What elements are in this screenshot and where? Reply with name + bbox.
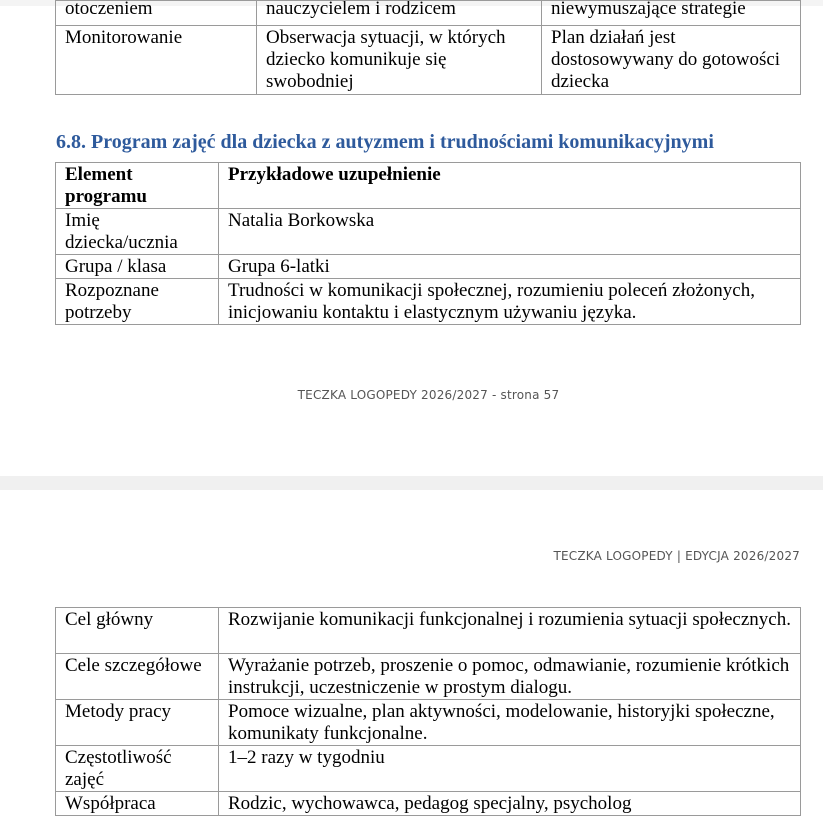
table-cell: Metody pracy [56, 700, 219, 746]
table-row [56, 608, 801, 654]
program-table [55, 162, 801, 325]
table-cell: Cele szczegółowe [56, 654, 219, 700]
column-header: Przykładowe uzupełnienie [219, 163, 801, 209]
table-row [56, 654, 801, 700]
table-row [56, 746, 801, 792]
table-header-row [56, 163, 801, 209]
table-cell: Pomoce wizualne, plan aktywności, modelowanie, historyjki społeczne, komunikaty funkcjonalne. [219, 700, 801, 746]
table-cell: Rozpoznane potrzeby [56, 279, 219, 325]
page-footer: TECZKA LOGOPEDY 2026/2027 - strona 57 [297, 388, 560, 402]
page-break [0, 476, 823, 490]
table-row [56, 792, 801, 816]
table-row [56, 279, 801, 325]
table-row [56, 255, 801, 279]
table-cell: Współpraca [56, 792, 219, 816]
table-cell: Wyrażanie potrzeb, proszenie o pomoc, odmawianie, rozumienie krótkich instrukcji, uczestniczenie w prostym dialogu. [219, 654, 801, 700]
table-row [56, 1, 801, 26]
table-cell: 1–2 razy w tygodniu [219, 746, 801, 792]
table-cell: Częstotliwość zajęć [56, 746, 219, 792]
table-cell: Trudności w komunikacji społecznej, rozumieniu poleceń złożonych, inicjowaniu kontaktu i elastycznym używaniu języka. [219, 279, 801, 325]
table-cell: Grupa / klasa [56, 255, 219, 279]
table-cell: Obserwacja sytuacji, w których dziecko komunikuje się swobodniej [257, 26, 542, 95]
table-cell: Plan działań jest dostosowywany do gotowości dziecka [542, 26, 801, 95]
table-cell: nauczycielem i rodzicem [266, 0, 456, 19]
table-cell: Grupa 6-latki [219, 255, 801, 279]
strategy-table [55, 0, 801, 95]
column-header: Element programu [56, 163, 219, 209]
table-cell: otoczeniem [65, 0, 153, 19]
table-cell: Monitorowanie [56, 26, 257, 95]
table-cell: Natalia Borkowska [219, 209, 801, 255]
page-header: TECZKA LOGOPEDY | EDYCJA 2026/2027 [553, 549, 800, 563]
table-row [56, 26, 801, 95]
table-cell: niewymuszające strategie [551, 0, 746, 19]
table-cell: Rozwijanie komunikacji funkcjonalnej i rozumienia sytuacji społecznych. [219, 608, 801, 654]
program-table-continued [55, 607, 801, 816]
table-cell: Imię dziecka/ucznia [56, 209, 219, 255]
table-cell: Rodzic, wychowawca, pedagog specjalny, psycholog [219, 792, 801, 816]
section-heading: 6.8. Program zajęć dla dziecka z autyzmem i trudnościami komunikacyjnymi [56, 131, 714, 153]
table-cell: Cel główny [56, 608, 219, 654]
table-row [56, 700, 801, 746]
table-row [56, 209, 801, 255]
